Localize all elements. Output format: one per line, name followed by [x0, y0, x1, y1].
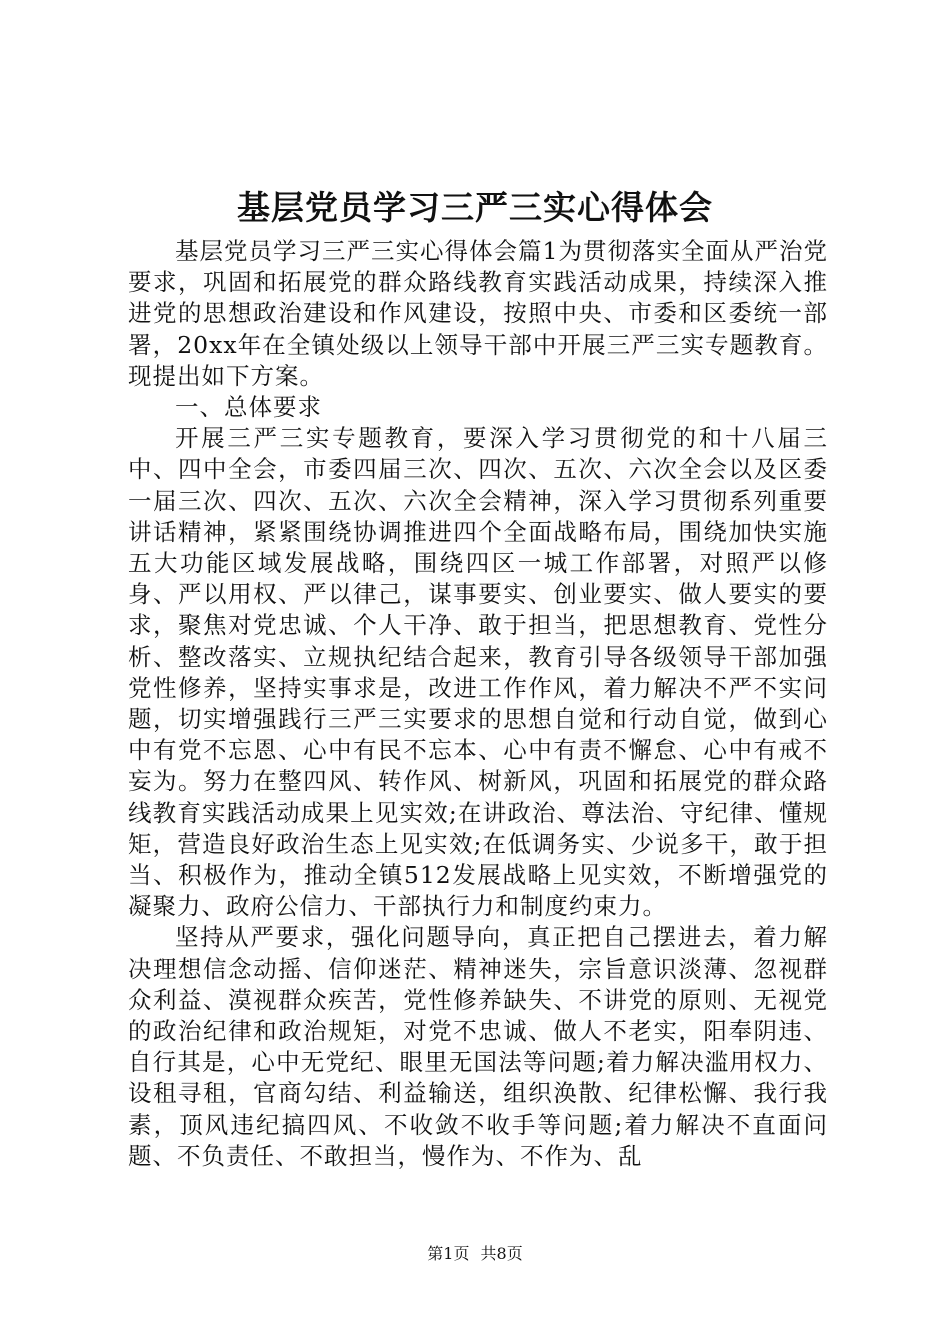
section-heading: 一、总体要求 — [175, 393, 322, 422]
paragraph-intro: 基层党员学习三严三实心得体会篇1为贯彻落实全面从严治党要求，巩固和拓展党的群众路线教育实践活动成果，持续深入推进党的思想政治建设和作风建设，按照中央、市委和区委统一部署，20xx年在全镇处级以上领导干部中开展三严三实专题教育。现提出如下方案。 — [128, 237, 828, 390]
paragraph-requirements: 开展三严三实专题教育，要深入学习贯彻党的和十八届三中、四中全会，市委四届三次、四次、五次、六次全会以及区委一届三次、四次、五次、六次全会精神，深入学习贯彻系列重要讲话精神，紧紧围绕协调推进四个全面战略布局，围绕加快实施五大功能区域发展战略，围绕四区一城工作部署，对照严以修身、严以用权、严以律己，谋事要实、创业要实、做人要实的要求，聚焦对党忠诚、个人干净、敢于担当，把思想教育、党性分析、整改落实、立规执纪结合起来，教育引导各级领导干部加强党性修养，坚持实事求是，改进工作作风，着力解决不严不实问题，切实增强践行三严三实要求的思想自觉和行动自觉，做到心中有党不忘恩、心中有民不忘本、心中有责不懈怠、心中有戒不妄为。努力在整四风、转作风、树新风，巩固和拓展党的群众路线教育实践活动成果上见实效;在讲政治、尊法治、守纪律、懂规矩，营造良好政治生态上见实效;在低调务实、少说多干，敢于担当、积极作为，推动全镇512发展战略上见实效，不断增强党的凝聚力、政府公信力、干部执行力和制度约束力。 — [128, 424, 828, 921]
page-footer — [0, 1244, 950, 1264]
document-body — [128, 236, 828, 1172]
document-title: 基层党员学习三严三实心得体会 — [237, 188, 713, 227]
page-total: 共8页 — [480, 1244, 523, 1263]
paragraph-strict-requirements: 坚持从严要求，强化问题导向，真正把自己摆进去，着力解决理想信念动摇、信仰迷茫、精神迷失，宗旨意识淡薄、忽视群众利益、漠视群众疾苦，党性修养缺失、不讲党的原则、无视党的政治纪律和政治规矩，对党不忠诚、做人不老实，阳奉阴违、自行其是，心中无党纪、眼里无国法等问题;着力解决滥用权力、设租寻租，官商勾结、利益输送，组织涣散、纪律松懈、我行我素，顶风违纪搞四风、不收敛不收手等问题;着力解决不直面问题、不负责任、不敢担当，慢作为、不作为、乱 — [128, 923, 828, 1170]
page-number: 第1页 — [427, 1244, 470, 1263]
